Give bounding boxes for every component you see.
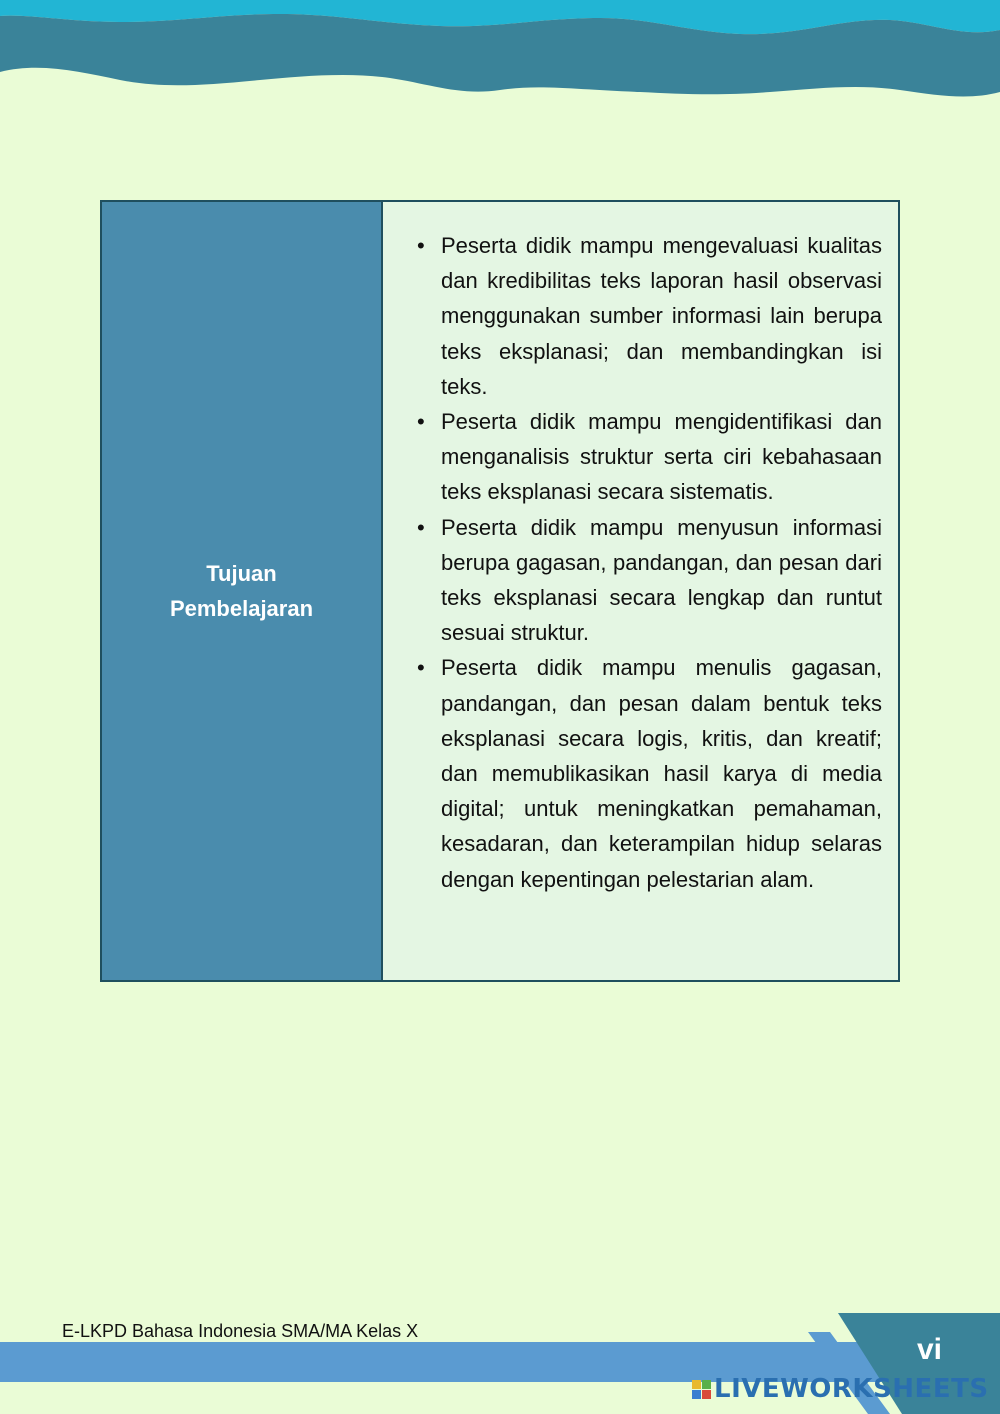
objectives-label-line2: Pembelajaran — [169, 596, 314, 621]
objectives-label-line1: Tujuan — [206, 561, 277, 586]
objective-item-2: • Peserta didik mampu mengidentifikasi dan menganalisis struktur serta ciri kebahasaan teks eksplanasi secara sistematis. — [395, 404, 882, 510]
objectives-content-cell — [383, 202, 898, 980]
liveworksheets-wordmark: LIVEWORKSHEETS — [714, 1374, 989, 1404]
liveworksheets-logo — [692, 1374, 989, 1404]
objective-item-3: • Peserta didik mampu menyusun informasi berupa gagasan, pandangan, dan pesan dari teks eksplanasi secara lengkap dan runtut sesuai struktur. — [395, 510, 882, 651]
liveworksheets-icon — [692, 1380, 711, 1399]
footer-book-title: E-LKPD Bahasa Indonesia SMA/MA Kelas X — [62, 1321, 419, 1341]
page-number: vi — [916, 1333, 942, 1366]
objective-item-1: • Peserta didik mampu mengevaluasi kualitas dan kredibilitas teks laporan hasil observasi menggunakan sumber informasi lain berupa teks eksplanasi; dan membandingkan isi teks. — [395, 228, 882, 404]
objective-item-4: • Peserta didik mampu menulis gagasan, pandangan, dan pesan dalam bentuk teks eksplanasi secara logis, kritis, dan kreatif; dan memublikasikan hasil karya di media digital; untuk meningkatkan pemahaman, kesadaran, dan keterampilan hidup selaras dengan kepentingan pelestarian alam. — [395, 650, 882, 896]
top-wave-decoration — [0, 0, 1000, 110]
objectives-list — [395, 228, 882, 897]
objectives-label-cell — [102, 202, 383, 980]
learning-objectives-table — [100, 200, 900, 982]
